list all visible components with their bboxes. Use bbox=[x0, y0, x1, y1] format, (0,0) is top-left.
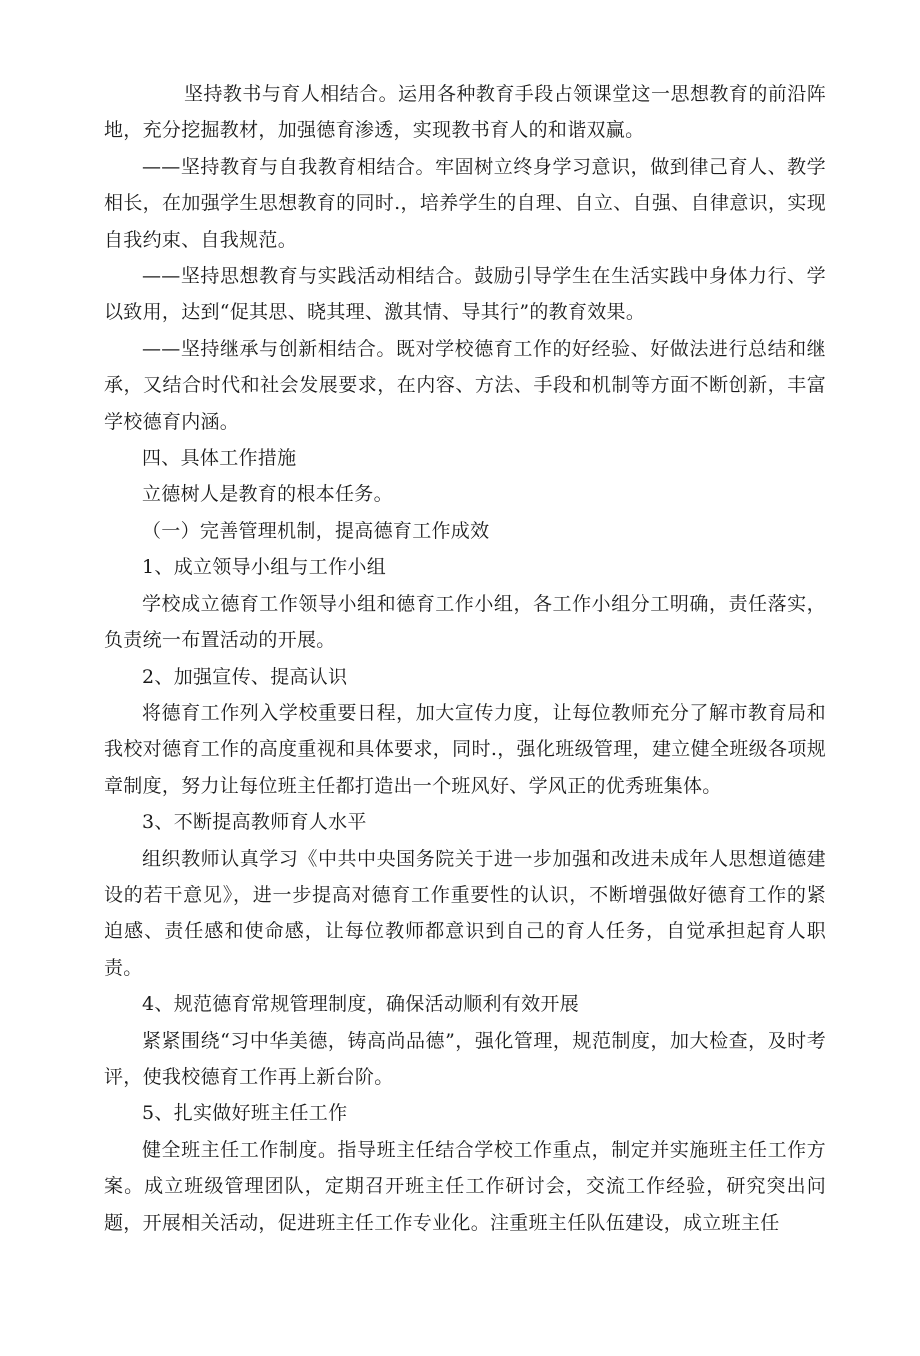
item-heading-4: 4、规范德育常规管理制度，确保活动顺利有效开展 bbox=[142, 993, 579, 1016]
paragraph-1: 坚持教书与育人相结合。运用各种教育手段占领课堂这一思想教育的前沿阵地，充分挖掘教材，加强德育渗透，实现教书育人的和谐双赢。 bbox=[104, 83, 826, 142]
paragraph-2: ——坚持教育与自我教育相结合。牢固树立终身学习意识，做到律己育人、教学相长，在加强学生思想教育的同时.，培养学生的自理、自立、自强、自律意识，实现自我约束、自我规范。 bbox=[104, 155, 826, 251]
paragraph-4: ——坚持继承与创新相结合。既对学校德育工作的好经验、好做法进行总结和继承，又结合时代和社会发展要求，在内容、方法、手段和机制等方面不断创新，丰富学校德育内涵。 bbox=[104, 337, 826, 433]
paragraph-9: 学校成立德育工作领导小组和德育工作小组，各工作小组分工明确，责任落实，负责统一布置活动的开展。 bbox=[104, 592, 826, 652]
section-heading-4: 四、具体工作措施 bbox=[142, 447, 297, 470]
paragraph-3: ——坚持思想教育与实践活动相结合。鼓励引导学生在生活实践中身体力行、学以致用，达到“促其思、晓其理、激其情、导其行”的教育效果。 bbox=[104, 265, 826, 324]
paragraph-15: 紧紧围绕“习中华美德，铸高尚品德”，强化管理，规范制度，加大检查，及时考评，使我校德育工作再上新台阶。 bbox=[104, 1029, 826, 1088]
paragraph-11: 将德育工作列入学校重要日程，加大宣传力度，让每位教师充分了解市教育局和我校对德育工作的高度重视和具体要求，同时.，强化班级管理，建立健全班级各项规章制度，努力让每位班主任都打造出一个班风好、学风正的优秀班集体。 bbox=[104, 701, 826, 797]
subsection-heading-1: （一）完善管理机制，提高德育工作成效 bbox=[142, 519, 490, 542]
document-body bbox=[104, 76, 826, 1241]
item-heading-2: 2、加强宣传、提高认识 bbox=[142, 665, 348, 688]
paragraph-13: 组织教师认真学习《中共中央国务院关于进一步加强和改进未成年人思想道德建设的若干意见》，进一步提高对德育工作重要性的认识，不断增强做好德育工作的紧迫感、责任感和使命感，让每位教师都意识到自己的育人任务，自觉承担起育人职责。 bbox=[104, 847, 826, 979]
paragraph-6: 立德树人是教育的根本任务。 bbox=[142, 483, 393, 506]
item-heading-5: 5、扎实做好班主任工作 bbox=[142, 1102, 348, 1125]
item-heading-1: 1、成立领导小组与工作小组 bbox=[142, 556, 386, 579]
paragraph-17: 健全班主任工作制度。指导班主任结合学校工作重点，制定并实施班主任工作方案。成立班级管理团队，定期召开班主任工作研讨会，交流工作经验，研究突出问题，开展相关活动，促进班主任工作专业化。注重班主任队伍建设，成立班主任 bbox=[104, 1138, 826, 1234]
item-heading-3: 3、不断提高教师育人水平 bbox=[142, 811, 367, 834]
